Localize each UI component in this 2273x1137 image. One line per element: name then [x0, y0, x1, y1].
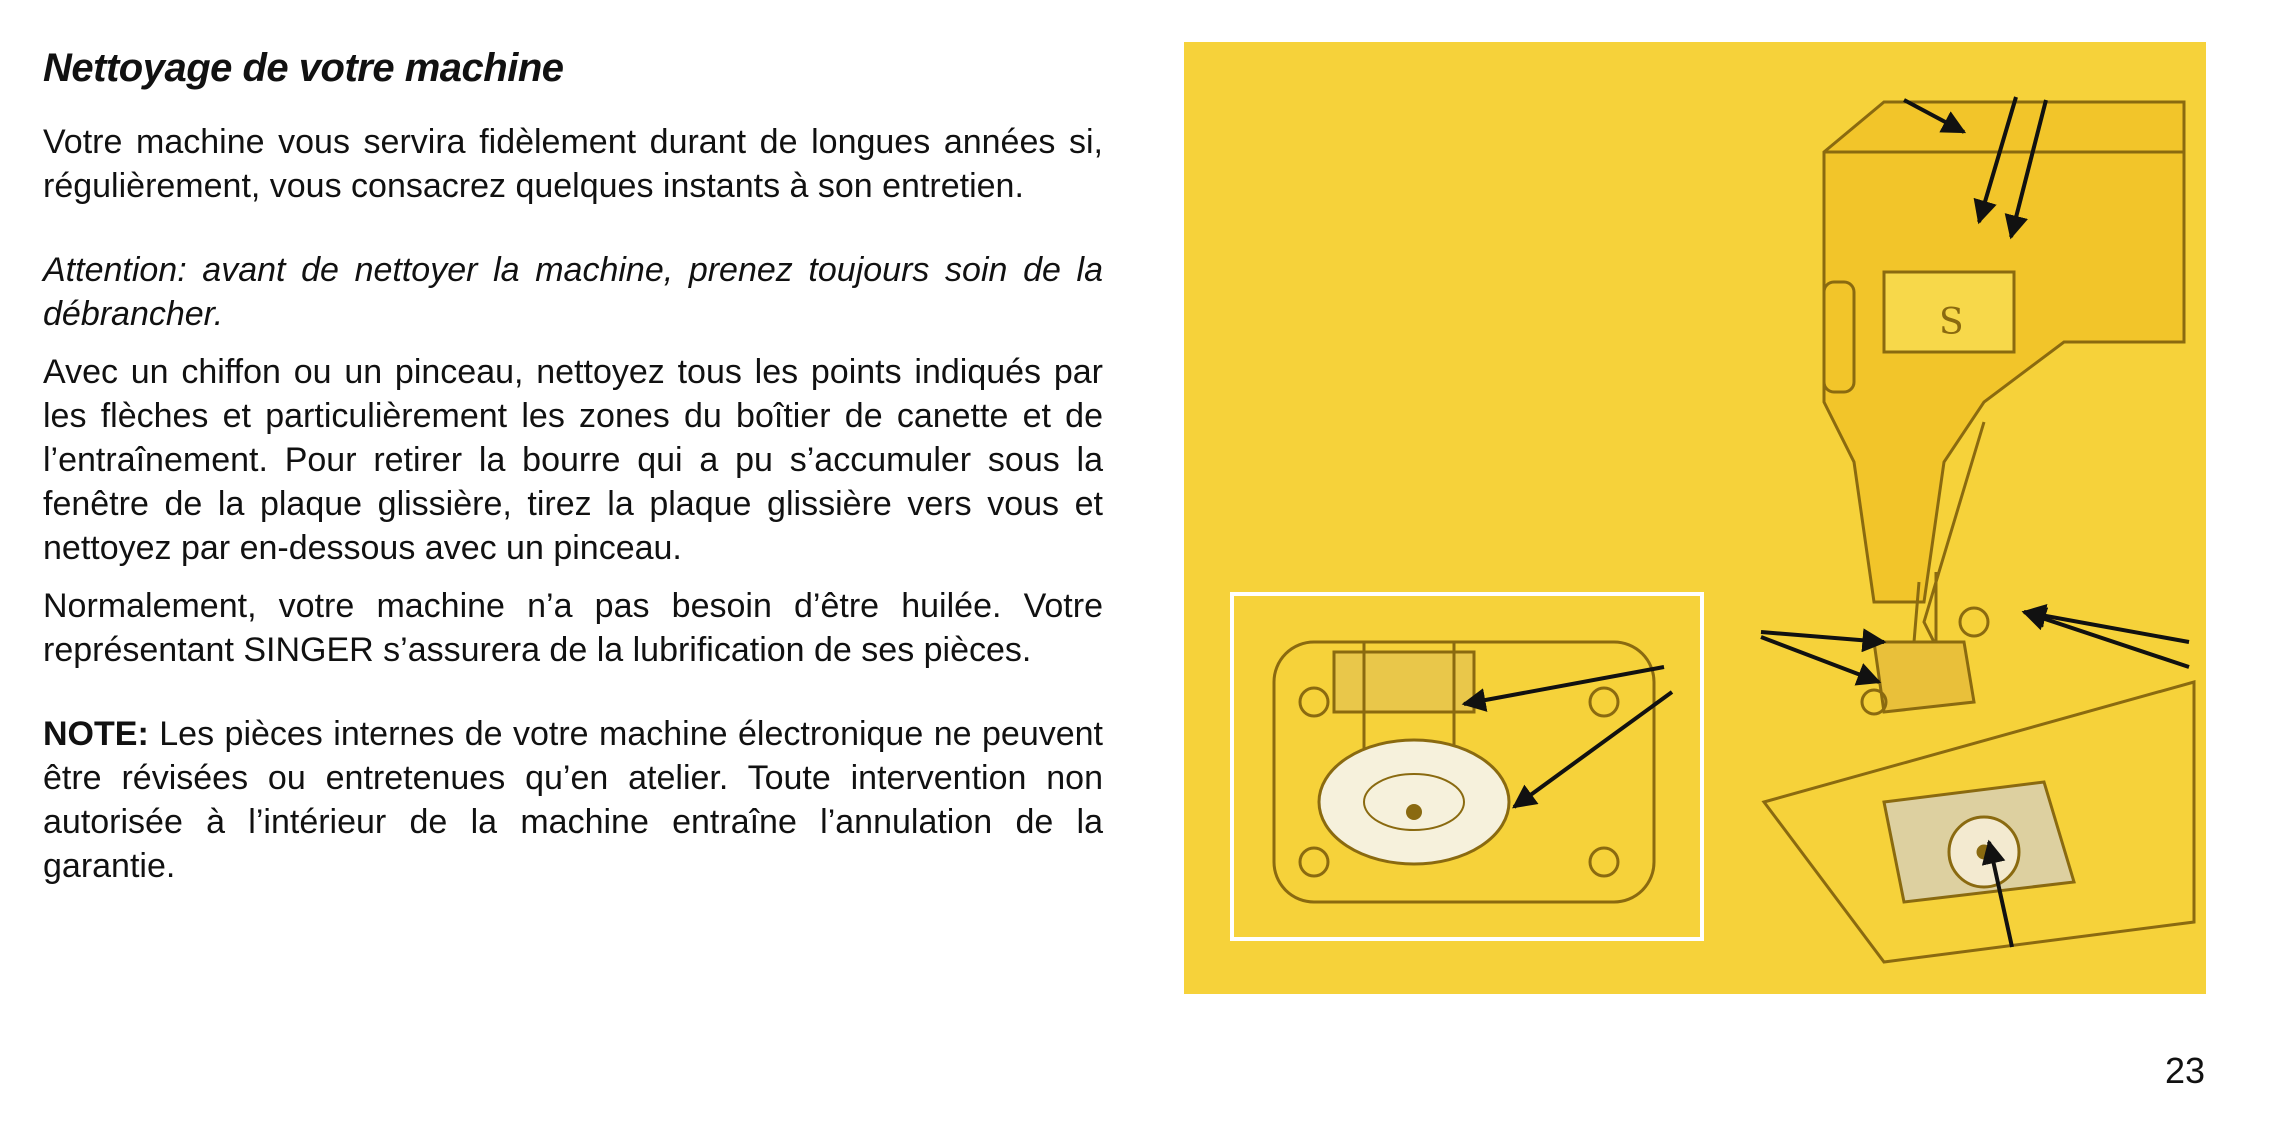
note-text: Les pièces internes de votre machine électronique ne peuvent être révisées ou entretenues qu’en atelier. Toute intervention non autorisée à l’intérieur de la machine entraîne l’annulation de la garantie.: [43, 715, 1103, 885]
note-label: NOTE:: [43, 715, 149, 753]
note-paragraph: [43, 712, 1103, 888]
sewing-machine-illustration: [1184, 42, 2206, 994]
lubrication-paragraph: Normalement, votre machine n’a pas besoin d’être huilée. Votre représentant SINGER s’assurera de la lubrification de ses pièces.: [43, 587, 1103, 669]
intro-paragraph: Votre machine vous servira fidèlement durant de longues années si, régulièrement, vous consacrez quelques instants à son entretien.: [43, 123, 1103, 205]
machine-logo-letter: S: [1939, 302, 1964, 343]
text-column: [43, 40, 1103, 888]
cleaning-instructions-paragraph: Avec un chiffon ou un pinceau, nettoyez tous les points indiqués par les flèches et particulièrement les zones du boîtier de canette et de l’entraînement. Pour retirer la bourre qui a pu s’accumuler sous la fenêtre de la plaque glissière, tirez la plaque glissière vers vous et nettoyez par en-dessous avec un pinceau.: [43, 353, 1103, 567]
page-title: Nettoyage de votre machine: [43, 46, 564, 90]
sewing-machine-drawing: [1764, 102, 2194, 962]
bobbin-area-inset: [1232, 594, 1702, 939]
page-number: 23: [2164, 1050, 2205, 1091]
attention-paragraph: Attention: avant de nettoyer la machine, prenez toujours soin de la débrancher.: [43, 251, 1103, 333]
